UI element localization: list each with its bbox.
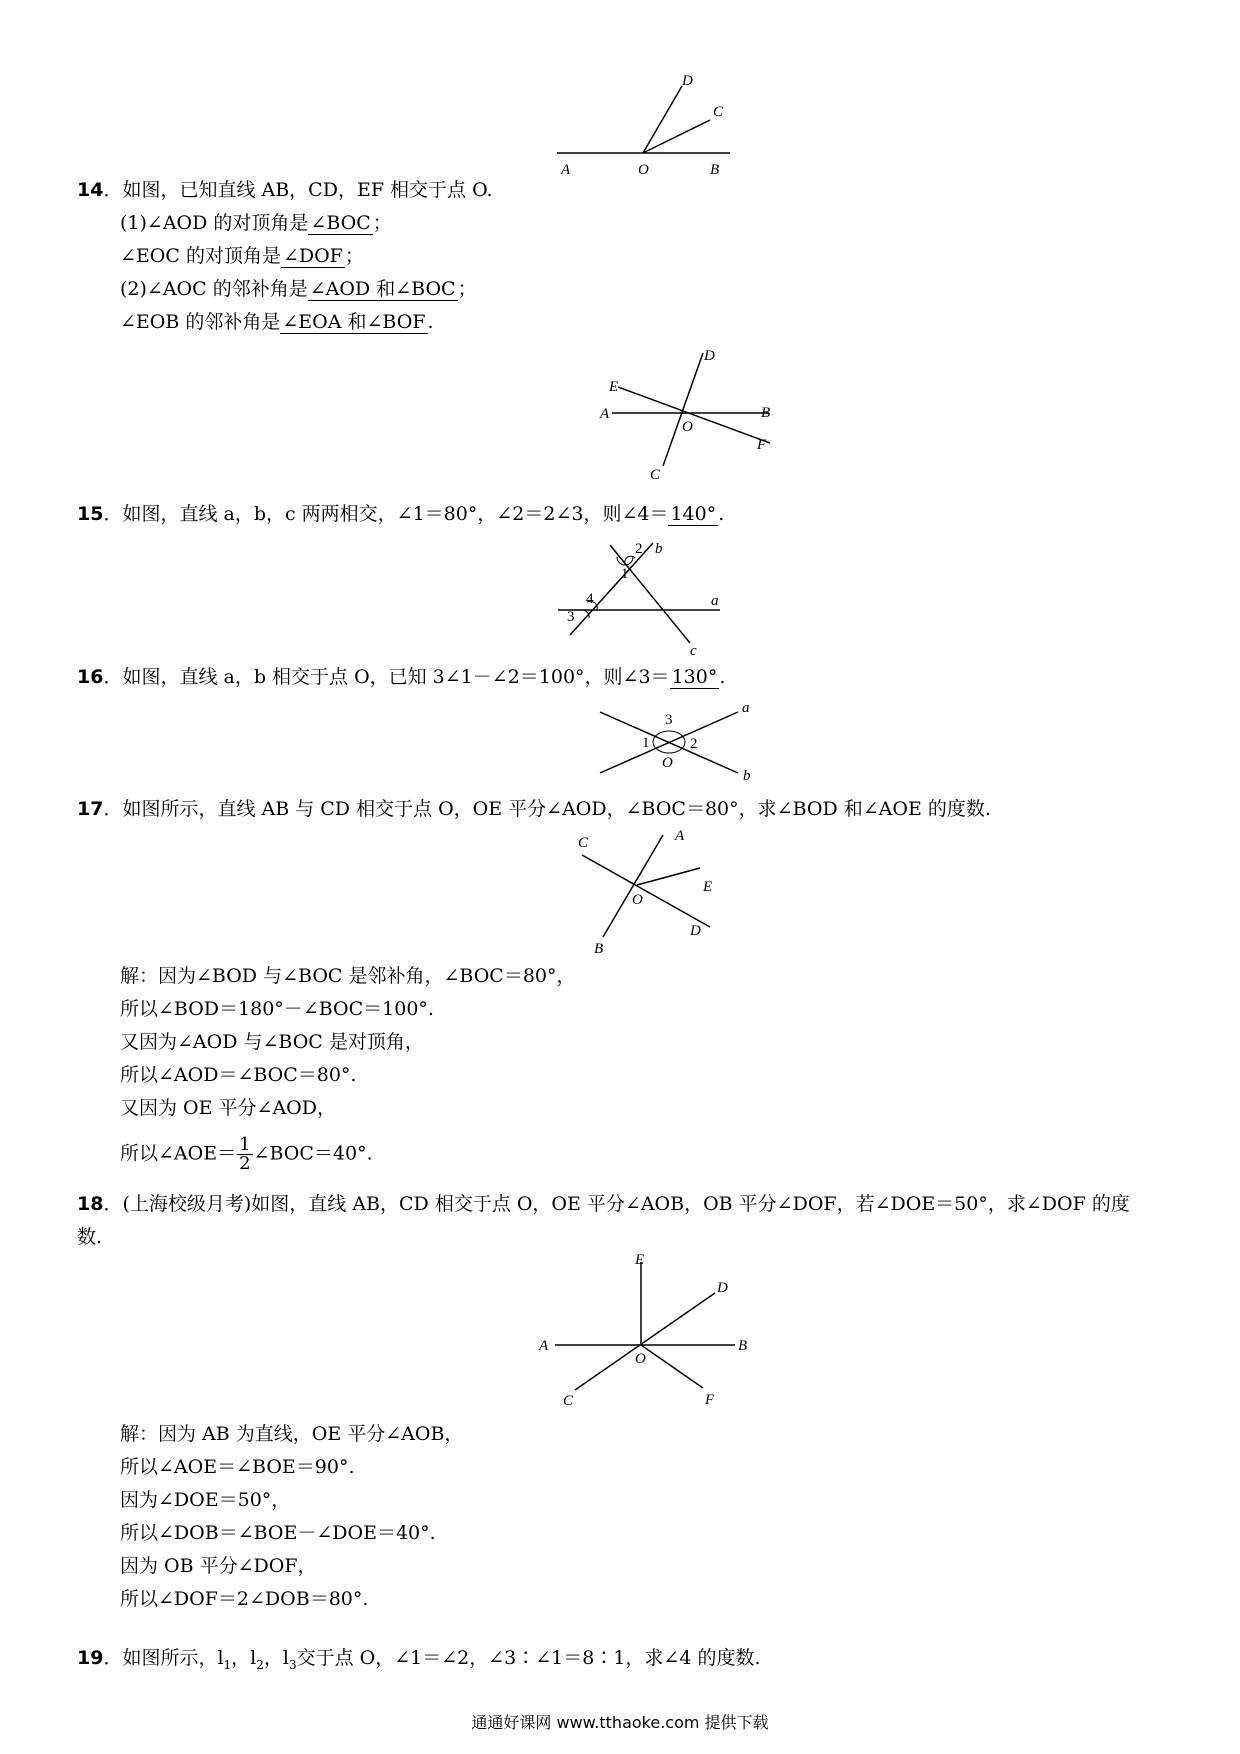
q17-number: 17 [77, 798, 104, 820]
label-f: F [757, 437, 767, 453]
angle-2: 2 [635, 541, 643, 557]
label-a: A [561, 162, 571, 177]
q14-answer3: ∠AOD 和∠BOC [309, 278, 456, 300]
q15-number: 15 [77, 503, 104, 525]
label-b: B [710, 162, 720, 177]
label-c: C [563, 1393, 574, 1409]
q18-number: 18 [77, 1193, 104, 1215]
q14-part1: (1)∠AOD 的对顶角是 ∠BOC ； [120, 212, 392, 234]
q15-answer: 140° [670, 503, 717, 525]
q18-sol-line2: 所以∠AOE＝∠BOE＝90°. [120, 1456, 355, 1478]
q19-number: 19 [77, 1647, 104, 1669]
label-c: C [578, 835, 589, 851]
q16-stem: 16．如图，直线 a，b 相交于点 O，已知 3∠1－∠2＝100°，则∠3＝ 130° . [77, 666, 726, 688]
label-d: D [704, 348, 715, 364]
q18-sol-line3: 因为∠DOE＝50°， [120, 1489, 291, 1511]
label-a: a [742, 700, 750, 716]
figure-q18 [535, 1250, 755, 1415]
q16-number: 16 [77, 666, 104, 688]
fraction-one-half: $\frac{1}{2}$ [239, 1134, 251, 1174]
q17-sol-line6: 所以∠AOE＝ $\frac{1}{2}$ ∠BOC＝40°. [120, 1134, 373, 1174]
q15-stem: 15．如图，直线 a，b，c 两两相交，∠1＝80°，∠2＝2∠3，则∠4＝ 140° . [77, 503, 725, 525]
q18-sol-line6: 所以∠DOF＝2∠DOB＝80°. [120, 1588, 369, 1610]
figure-q17 [570, 825, 730, 957]
q16-answer: 130° [671, 666, 718, 688]
q17-sol-line4: 所以∠AOD＝∠BOC＝80°. [120, 1064, 357, 1086]
q14-answer1: ∠BOC [310, 212, 371, 234]
q18-stem: 18．(上海校级月考)如图，直线 AB，CD 相交于点 O，OE 平分∠AOB，OB 平分∠DOF，若∠DOE＝50°，求∠DOF 的度 [77, 1193, 1130, 1215]
label-d: D [717, 1280, 728, 1296]
label-b: b [655, 541, 663, 557]
label-c: C [713, 104, 724, 120]
q14-number: 14 [77, 179, 104, 201]
q14-stem: 14．如图，已知直线 AB，CD，EF 相交于点 O. [77, 179, 493, 201]
label-d: D [682, 73, 693, 89]
angle-1: 1 [621, 566, 629, 582]
label-e: E [635, 1252, 645, 1268]
label-o: O [635, 1351, 646, 1367]
q17-stem: 17．如图所示，直线 AB 与 CD 相交于点 O，OE 平分∠AOD，∠BOC＝80°，求∠BOD 和∠AOE 的度数. [77, 798, 991, 820]
q18-sol-line1: 解：因为 AB 为直线，OE 平分∠AOB， [120, 1423, 464, 1445]
label-o: O [682, 419, 693, 435]
label-e: E [703, 879, 713, 895]
label-o: O [662, 755, 673, 771]
label-d: D [690, 923, 701, 939]
figure-q15 [555, 535, 735, 660]
label-a: a [711, 593, 719, 609]
figure-q14 [595, 345, 785, 485]
angle-1: 1 [642, 735, 650, 751]
angle-3: 3 [665, 712, 673, 728]
q14-part4: ∠EOB 的邻补角是 ∠EOA 和∠BOF . [120, 311, 434, 333]
q14-answer4: ∠EOA 和∠BOF [282, 311, 426, 333]
label-a: A [675, 828, 685, 844]
page-footer: 通通好课网 www.tthaoke.com 提供下载 [471, 1713, 769, 1732]
q18-sol-line4: 所以∠DOB＝∠BOE－∠DOE＝40°. [120, 1522, 436, 1544]
figure-q13 [555, 72, 745, 177]
label-b: B [594, 941, 604, 957]
q18-sol-line5: 因为 OB 平分∠DOF， [120, 1555, 317, 1577]
q19-stem: 19．如图所示，$l_1$，$l_2$，$l_3$交于点 O，∠1＝∠2，∠3∶∠1＝8∶1，求∠4 的度数. [77, 1647, 761, 1672]
label-c: C [650, 467, 661, 483]
label-f: F [705, 1392, 715, 1408]
label-e: E [609, 379, 619, 395]
q17-sol-line1: 解：因为∠BOD 与∠BOC 是邻补角，∠BOC＝80°， [120, 965, 576, 987]
label-b: b [743, 768, 751, 784]
label-a: A [600, 406, 610, 422]
label-o: O [638, 162, 649, 177]
angle-2: 2 [690, 736, 698, 752]
q17-sol-line5: 又因为 OE 平分∠AOD， [120, 1097, 336, 1119]
label-o: O [632, 892, 643, 908]
q18-stem-cont: 数. [77, 1226, 103, 1248]
q14-answer2: ∠DOF [282, 245, 343, 267]
q17-sol-line2: 所以∠BOD＝180°－∠BOC＝100°. [120, 998, 434, 1020]
label-a: A [539, 1338, 549, 1354]
q17-sol-line3: 又因为∠AOD 与∠BOC 是对顶角， [120, 1031, 424, 1053]
q14-part3: (2)∠AOC 的邻补角是 ∠AOD 和∠BOC ； [120, 278, 477, 300]
label-b: B [761, 405, 771, 421]
q14-part2: ∠EOC 的对顶角是 ∠DOF ； [120, 245, 364, 267]
angle-3: 3 [567, 609, 575, 625]
label-c: c [690, 643, 697, 659]
angle-4: 4 [586, 591, 594, 607]
label-b: B [738, 1338, 748, 1354]
figure-q16 [590, 695, 765, 785]
